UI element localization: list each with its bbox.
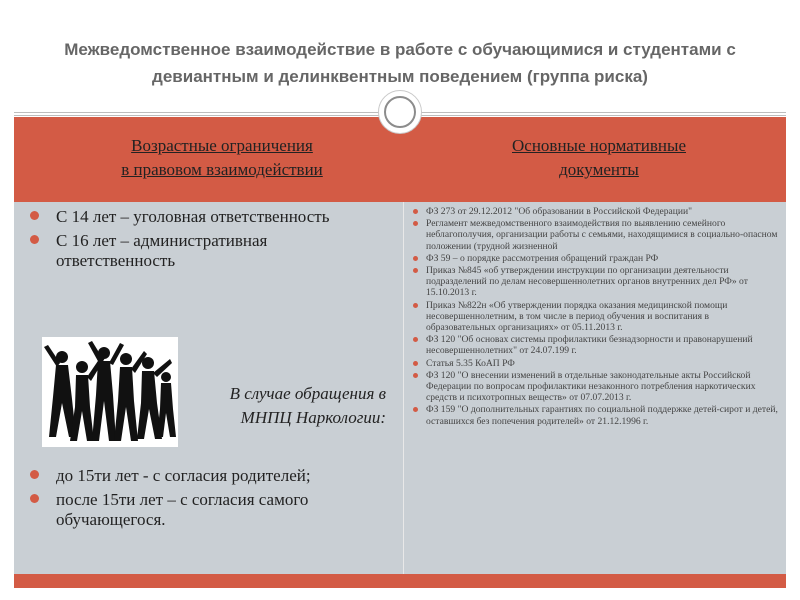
document-item (412, 206, 778, 217)
age-header-line2: в правовом взаимодействии (121, 160, 323, 179)
bullet-icon (30, 494, 39, 503)
document-text: ФЗ 273 от 29.12.2012 "Об образовании в Российской Федерации" (426, 206, 693, 217)
bullet-icon (30, 470, 39, 479)
age-limit-text: С 14 лет – уголовная ответственность (56, 207, 330, 226)
circle-ornament-icon (378, 90, 422, 134)
bullet-icon (413, 209, 418, 214)
document-text: Приказ №822н «Об утверждении порядка оказания медицинской помощи несовершеннолетним, в том числе в период обучения и воспитания в образовательных организациях» от 05.11.2013 г. (426, 299, 728, 334)
document-item (412, 300, 778, 334)
bullet-icon (413, 361, 418, 366)
bullet-icon (413, 337, 418, 342)
silhouette-icon (42, 337, 178, 447)
document-text: ФЗ 120 "Об основах системы профилактики безнадзорности и правонарушений несовершеннолетних" от 24.07.199 г. (426, 334, 753, 357)
bullet-icon (413, 303, 418, 308)
bullet-icon (413, 407, 418, 412)
document-text: ФЗ 159 "О дополнительных гарантиях по социальной поддержке детей-сирот и детей, оставшихся без попечения родителей» от 21.12.1996 г. (426, 404, 778, 427)
slide-title: Межведомственное взаимодействие в работе с обучающимися и студентами с девиантным и делинквентным поведением (группа риска) (64, 40, 736, 86)
list-item (28, 231, 348, 271)
column-header-documents (434, 134, 764, 182)
age-limit-text: С 16 лет – административная ответственность (56, 231, 268, 270)
document-item (412, 404, 778, 426)
column-divider (403, 202, 404, 574)
circle-ring (384, 96, 416, 128)
consent-text: после 15ти лет – с согласия самого обучающегося. (56, 490, 309, 529)
document-item (412, 358, 778, 369)
document-text: Приказ №845 «об утверждении инструкции по организации деятельности подразделений по делам несовершеннолетних органов внутренних дел РФ» от 15.10.2013 г. (426, 265, 748, 299)
list-item (28, 207, 348, 227)
document-item (412, 265, 778, 299)
column-header-age-limits (52, 134, 392, 182)
document-text: Регламент межведомственного взаимодействия по выявлению семейного неблагополучия, организации работы с семьями, находящимися в социально-опасном положении (трудной жизненной (426, 218, 778, 252)
slide (14, 14, 786, 586)
list-item (28, 490, 388, 530)
bullet-icon (413, 268, 418, 273)
bullet-icon (413, 373, 418, 378)
bullet-icon (30, 235, 39, 244)
people-silhouette-image (42, 337, 178, 447)
documents-header-line1: Основные нормативные (512, 136, 686, 155)
list-item (28, 466, 388, 486)
documents-list (412, 206, 778, 428)
documents-header-line2: документы (559, 160, 639, 179)
bullet-icon (30, 211, 39, 220)
document-item (412, 334, 778, 356)
document-item (412, 218, 778, 252)
bullet-icon (413, 256, 418, 261)
age-header-line1: Возрастные ограничения (131, 136, 313, 155)
document-item (412, 370, 778, 404)
consent-list (28, 466, 388, 534)
document-text: ФЗ 120 "О внесении изменений в отдельные законодательные акты Российской Федерации по вопросам профилактики незаконного потребления наркотических средств и психотропных веществ» от 07.07.2013 г. (426, 369, 756, 404)
consent-text: до 15ти лет - с согласия родителей; (56, 466, 311, 485)
document-text: Статья 5.35 КоАП РФ (426, 357, 515, 369)
document-text: ФЗ 59 – о порядке рассмотрения обращений граждан РФ (426, 252, 659, 264)
narcology-note: В случае обращения в МНПЦ Наркологии: (229, 384, 386, 427)
bullet-icon (413, 221, 418, 226)
footer-band (14, 574, 786, 588)
document-item (412, 253, 778, 264)
age-limits-list (28, 207, 348, 275)
